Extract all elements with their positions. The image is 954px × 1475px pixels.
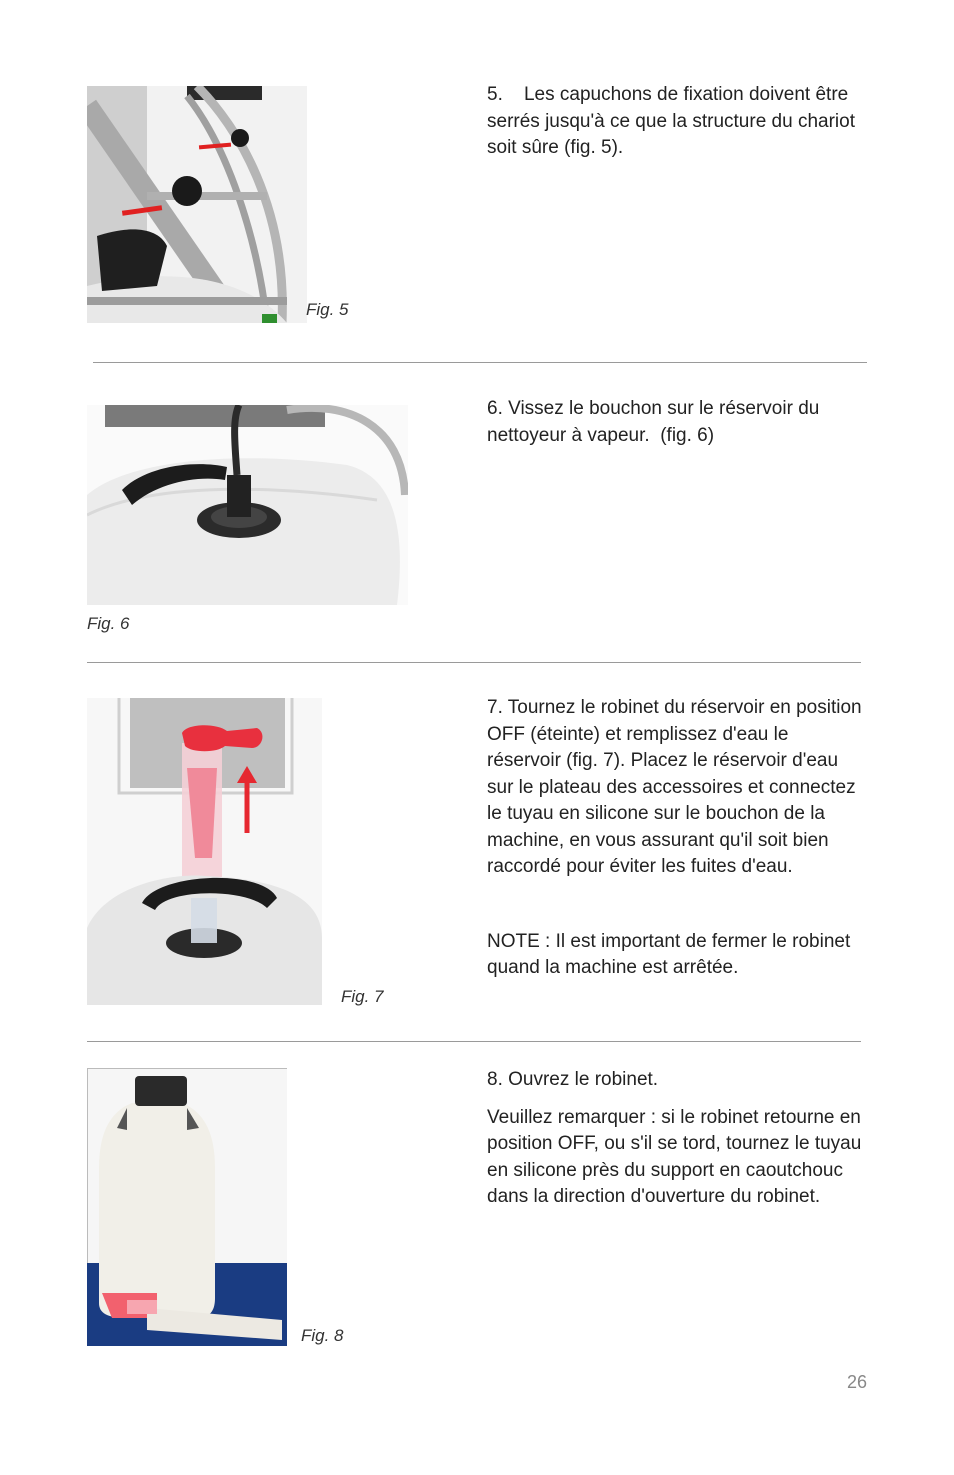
step-7-note: NOTE : Il est important de fermer le robinet quand la machine est arrêtée.: [487, 930, 851, 978]
figure-8-caption: Fig. 8: [301, 1326, 344, 1345]
step-7-paragraph: 7. Tournez le robinet du réservoir en position OFF (éteinte) et remplissez d'eau le réservoir (fig. 7). Placez le réservoir d'eau sur le plateau des accessoires et connectez le tuyau en silicone sur le bouchon de la machine, en vous assurant qu'il soit bien raccordé pour éviter les fuites d'eau.: [487, 697, 862, 877]
page-number: 26: [846, 1372, 867, 1392]
figure-6-photo: [87, 405, 408, 605]
section-divider: [87, 1041, 861, 1042]
step-6-paragraph: 6. Vissez le bouchon sur le réservoir du nettoyeur à vapeur. (fig. 6): [487, 398, 820, 446]
step-6-text: [487, 396, 867, 449]
step-8-text: [487, 1067, 867, 1211]
step-8-paragraph: 8. Ouvrez le robinet.: [487, 1069, 659, 1090]
step-5-text: [487, 82, 867, 162]
step-5-paragraph: 5. Les capuchons de fixation doivent être serrés jusqu'à ce que la structure du chariot soit sûre (fig. 5).: [487, 84, 855, 158]
section-divider: [93, 362, 867, 363]
figure-7-photo: [87, 698, 322, 1005]
figure-5-photo: [87, 86, 307, 323]
figure-8-photo: [87, 1068, 287, 1346]
figure-7-caption: Fig. 7: [341, 987, 384, 1006]
figure-5-caption: Fig. 5: [306, 300, 349, 319]
step-8-remark: Veuillez remarquer : si le robinet retourne en position OFF, ou s'il se tord, tournez le tuyau en silicone près du support en caoutchouc dans la direction d'ouverture du robinet.: [487, 1106, 862, 1207]
step-7-text: [487, 695, 867, 982]
figure-6-caption: Fig. 6: [87, 614, 130, 633]
section-divider: [87, 662, 861, 663]
